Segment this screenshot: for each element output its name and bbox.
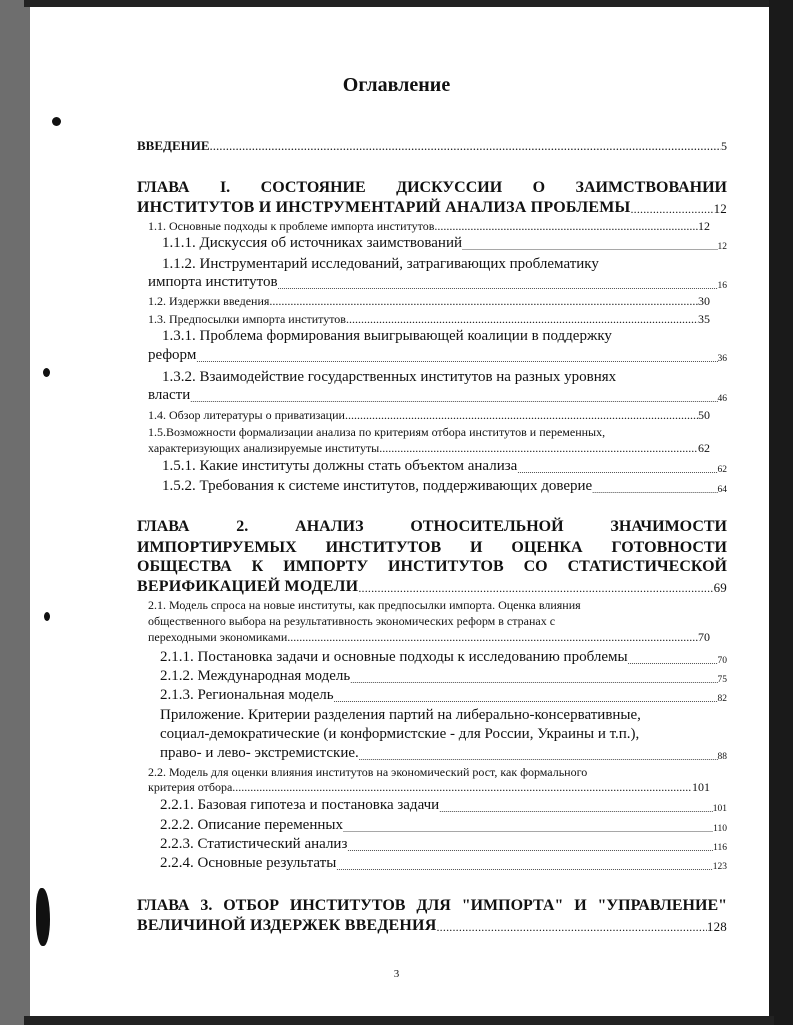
toc-page-number: 12 <box>717 242 727 252</box>
toc-page-number: 101 <box>712 804 727 814</box>
toc-page-number: 5 <box>721 139 727 153</box>
toc-entry-2-2-3[interactable] <box>160 836 727 853</box>
chapter-2-heading-line-1[interactable]: ГЛАВА 2. АНАЛИЗ ОТНОСИТЕЛЬНОЙ ЗНАЧИМОСТИ <box>137 518 727 535</box>
dot-leader <box>190 395 717 404</box>
toc-entry-label: 2.2.3. Статистический анализ <box>160 836 348 852</box>
dot-leader <box>439 805 713 814</box>
dot-leader <box>630 202 713 217</box>
dot-leader <box>345 408 698 423</box>
toc-entry-1-1-2-line-1[interactable]: 1.1.2. Инструментарий исследований, затрагивающих проблематику <box>162 256 599 272</box>
toc-entry-label: 2.1.3. Региональная модель <box>160 687 334 703</box>
toc-page-number: 50 <box>698 408 710 422</box>
toc-entry-1-1-2-line-2[interactable] <box>148 274 727 291</box>
dot-leader <box>359 753 718 762</box>
toc-entry-label: реформ <box>148 347 197 363</box>
toc-entry-appendix-line-2[interactable]: социал-демократические (и конформистские - для России, Украины и т.п.), <box>160 726 640 742</box>
toc-entry-label: 2.2.1. Базовая гипотеза и постановка задачи <box>160 797 440 813</box>
toc-entry-1-3-2-line-2[interactable] <box>148 387 727 404</box>
dot-leader <box>436 920 706 935</box>
toc-page-number: 70 <box>698 630 710 644</box>
toc-page-number: 36 <box>717 354 727 364</box>
toc-page-number: 30 <box>698 294 710 308</box>
toc-page-number: 88 <box>717 752 727 762</box>
toc-entry-introduction[interactable] <box>137 138 727 154</box>
dot-leader <box>269 294 698 309</box>
dot-leader <box>334 695 718 704</box>
toc-entry-label: характеризующих анализируемые институты <box>148 441 380 455</box>
chapter-2-heading-line-3[interactable]: ОБЩЕСТВА К ИМПОРТУ ИНСТИТУТОВ СО СТАТИСТИЧЕСКОЙ <box>137 558 727 575</box>
dot-leader <box>379 441 698 456</box>
dot-leader <box>350 676 717 685</box>
chapter-1-heading-line-2[interactable] <box>137 199 727 217</box>
toc-entry-label: ИНСТИТУТОВ И ИНСТРУМЕНТАРИЙ АНАЛИЗА ПРОБЛЕМЫ <box>137 199 631 216</box>
toc-page-number: 82 <box>717 694 727 704</box>
toc-entry-1-5-2[interactable] <box>162 478 727 495</box>
toc-entry-appendix-line-1[interactable]: Приложение. Критерии разделения партий на либерально-консервативные, <box>160 707 641 723</box>
toc-page-number: 12 <box>698 219 710 233</box>
toc-entry-1-3[interactable] <box>148 312 710 327</box>
toc-entry-1-3-1-line-1[interactable]: 1.3.1. Проблема формирования выигрывающей коалиции в поддержку <box>162 328 612 344</box>
toc-entry-label: 2.2.4. Основные результаты <box>160 855 337 871</box>
toc-entry-2-1-1[interactable] <box>160 649 727 666</box>
toc-entry-2-1-line-2[interactable]: общественного выбора на результативность экономических реформ в странах с <box>148 614 556 628</box>
toc-page-number: 62 <box>717 465 727 475</box>
toc-entry-label: 1.1.1. Дискуссия об источниках заимствований <box>162 235 463 251</box>
chapter-2-heading-line-4[interactable] <box>137 578 727 596</box>
toc-entry-label: 2.2.2. Описание переменных <box>160 817 343 833</box>
dot-leader <box>592 486 717 495</box>
chapter-3-heading-line-1[interactable]: ГЛАВА 3. ОТБОР ИНСТИТУТОВ ДЛЯ "ИМПОРТА" И "УПРАВЛЕНИЕ" <box>137 897 727 914</box>
toc-page-number: 123 <box>712 862 727 872</box>
toc-entry-1-2[interactable] <box>148 294 710 309</box>
chapter-2-heading-line-2[interactable]: ИМПОРТИРУЕМЫХ ИНСТИТУТОВ И ОЦЕНКА ГОТОВНОСТИ <box>137 539 727 556</box>
toc-entry-1-5-line-2[interactable] <box>148 441 710 456</box>
toc-entry-label: ВВЕДЕНИЕ <box>137 138 210 153</box>
toc-entry-label: ВЕРИФИКАЦИЕЙ МОДЕЛИ <box>137 578 359 595</box>
toc-page-number: 101 <box>692 780 710 794</box>
dot-leader <box>287 630 698 645</box>
toc-entry-label: 1.3. Предпосылки импорта институтов <box>148 312 346 326</box>
toc-page-number: 110 <box>713 824 727 834</box>
dot-leader <box>434 219 698 234</box>
chapter-1-heading-line-1[interactable]: ГЛАВА I. СОСТОЯНИЕ ДИСКУССИИ О ЗАИМСТВОВАНИИ <box>137 179 727 196</box>
toc-entry-label: 2.1.1. Постановка задачи и основные подходы к исследованию проблемы <box>160 649 628 665</box>
toc-entry-2-1-line-1[interactable]: 2.1. Модель спроса на новые институты, как предпосылки импорта. Оценка влияния <box>148 598 581 612</box>
toc-page-number: 16 <box>717 281 727 291</box>
toc-entry-2-1-2[interactable] <box>160 668 727 685</box>
dot-leader <box>517 466 717 475</box>
toc-entry-2-2-line-1[interactable]: 2.2. Модель для оценки влияния институтов на экономический рост, как формального <box>148 765 588 779</box>
dot-leader <box>347 844 713 853</box>
dot-leader <box>628 657 718 666</box>
toc-entry-label: критерия отбора <box>148 780 233 794</box>
toc-page-number: 116 <box>713 843 727 853</box>
toc-page-number: 69 <box>713 580 727 595</box>
toc-entry-2-1-3[interactable] <box>160 687 727 704</box>
toc-page-number: 70 <box>717 656 727 666</box>
toc-entry-1-3-1-line-2[interactable] <box>148 347 727 364</box>
dot-leader <box>343 825 713 834</box>
toc-entry-1-5-1[interactable] <box>162 458 727 475</box>
page-number: 3 <box>393 968 400 980</box>
toc-entry-label: 1.5.1. Какие институты должны стать объектом анализа <box>162 458 518 474</box>
toc-entry-label: 2.1.2. Международная модель <box>160 668 351 684</box>
toc-entry-label: 1.4. Обзор литературы о приватизации <box>148 408 345 422</box>
toc-page-number: 46 <box>717 394 727 404</box>
dot-leader <box>358 581 713 596</box>
toc-entry-2-2-4[interactable] <box>160 855 727 872</box>
dot-leader <box>336 863 712 872</box>
toc-entry-label: власти <box>148 387 191 403</box>
toc-entry-2-1-line-3[interactable] <box>148 630 710 645</box>
toc-page-number: 64 <box>717 485 727 495</box>
dot-leader <box>196 355 717 364</box>
dot-leader <box>278 282 718 291</box>
toc-page-number: 128 <box>706 919 727 934</box>
toc-page-number: 75 <box>717 675 727 685</box>
toc-page-number: 62 <box>698 441 710 455</box>
toc-page-number: 12 <box>713 201 727 216</box>
toc-entry-label: ВЕЛИЧИНОЙ ИЗДЕРЖЕК ВВЕДЕНИЯ <box>137 917 437 934</box>
toc-entry-1-4[interactable] <box>148 408 710 423</box>
dot-leader <box>232 780 692 795</box>
toc-entry-label: право- и лево- экстремистские. <box>160 745 359 761</box>
toc-entry-label: импорта институтов <box>148 274 278 290</box>
page-title: Оглавление <box>342 74 451 96</box>
toc-entry-1-5-line-1[interactable]: 1.5.Возможности формализации анализа по критериям отбора институтов и переменных, <box>148 425 606 439</box>
toc-entry-2-2-line-2[interactable] <box>148 780 710 795</box>
toc-entry-1-1[interactable] <box>148 219 710 234</box>
dot-leader <box>462 243 717 252</box>
toc-page-number: 35 <box>698 312 710 326</box>
toc-entry-2-2-1[interactable] <box>160 797 727 814</box>
toc-entry-1-3-2-line-1[interactable]: 1.3.2. Взаимодействие государственных институтов на разных уровнях <box>162 369 617 385</box>
chapter-3-heading-line-2[interactable] <box>137 917 727 935</box>
toc-entry-label: 1.5.2. Требования к системе институтов, поддерживающих доверие <box>162 478 593 494</box>
toc-entry-label: 1.1. Основные подходы к проблеме импорта институтов <box>148 219 435 233</box>
toc-entry-2-2-2[interactable] <box>160 817 727 834</box>
toc-entry-1-1-1[interactable] <box>162 235 727 252</box>
toc-entry-label: 1.2. Издержки введения <box>148 294 270 308</box>
dot-leader <box>346 312 698 327</box>
dot-leader <box>210 138 721 154</box>
toc-entry-label: переходными экономиками <box>148 630 288 644</box>
toc-entry-appendix-line-3[interactable] <box>160 745 727 762</box>
